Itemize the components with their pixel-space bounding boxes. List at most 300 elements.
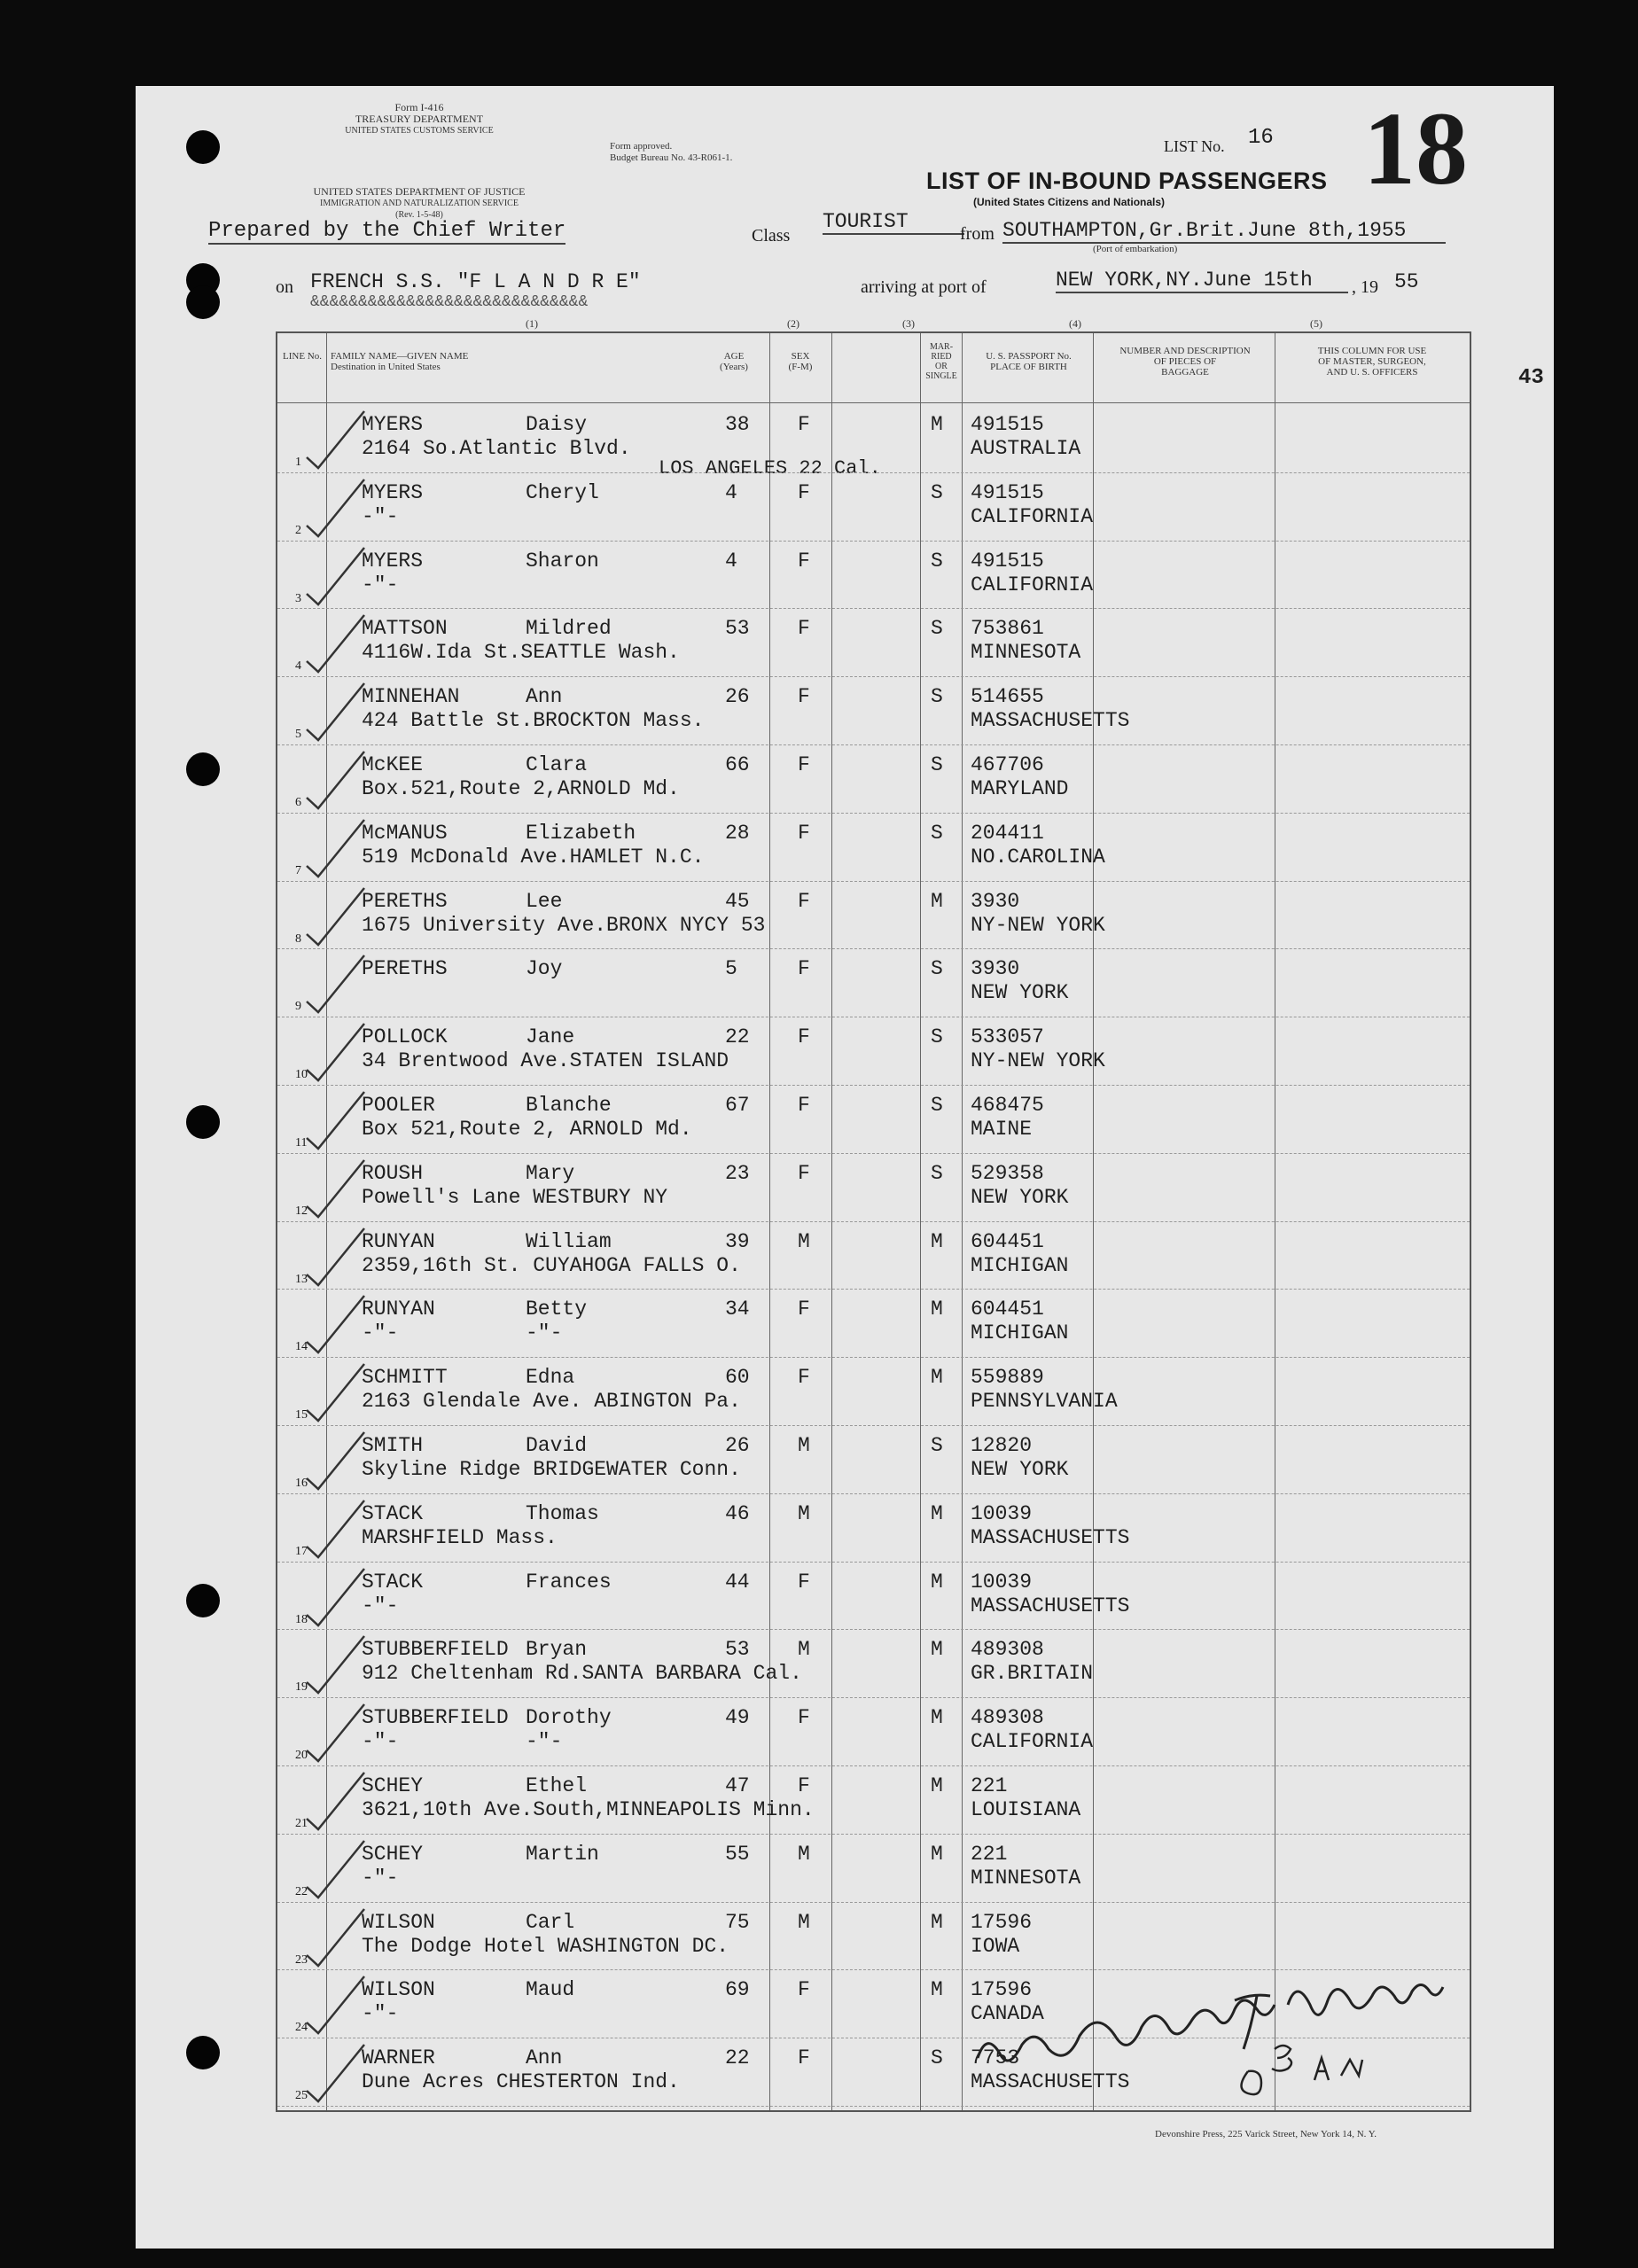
check-mark-icon — [302, 1153, 373, 1220]
destination-line-2: -"- — [526, 1730, 563, 1754]
birth-place: MASSACHUSETTS — [971, 709, 1130, 733]
destination: -"- — [362, 573, 399, 596]
age: 4 — [725, 480, 737, 504]
marital-status: M — [931, 1229, 943, 1253]
passenger-row — [277, 1697, 1470, 1765]
line-number: 20 — [295, 1749, 308, 1763]
column-number-1: (1) — [526, 317, 538, 330]
check-mark-icon — [302, 1902, 373, 1969]
age: 22 — [725, 1025, 750, 1049]
sex: F — [798, 1366, 810, 1390]
port-embarkation-note: (Port of embarkation) — [1093, 244, 1178, 254]
passenger-row — [277, 1289, 1470, 1356]
col-married: MAR- RIED OR SINGLE — [925, 342, 957, 381]
age: 26 — [725, 685, 750, 709]
birth-place: NY-NEW YORK — [971, 913, 1105, 937]
col-line-no: LINE No. — [283, 351, 322, 362]
check-mark-icon — [302, 1221, 373, 1289]
check-mark-icon — [302, 881, 373, 948]
given-name: Dorothy — [526, 1706, 612, 1730]
birth-place: MASSACHUSETTS — [971, 1525, 1130, 1549]
line-number: 5 — [295, 728, 301, 742]
family-name: STUBBERFIELD — [362, 1706, 509, 1730]
check-mark-icon — [302, 676, 373, 744]
sex: F — [798, 1298, 810, 1321]
destination: 3621,10th Ave.South,MINNEAPOLIS Minn. — [362, 1798, 815, 1821]
given-name: Maud — [526, 1978, 575, 2002]
given-name: Lee — [526, 889, 563, 913]
line-number: 19 — [295, 1680, 308, 1695]
col-name: FAMILY NAME—GIVEN NAME Destination in United States — [331, 351, 469, 372]
passport-number: 514655 — [971, 685, 1044, 709]
marital-status: S — [931, 617, 943, 641]
prepared-by: Prepared by the Chief Writer — [208, 219, 566, 243]
marital-status: M — [931, 1570, 943, 1594]
marital-status: M — [931, 413, 943, 436]
given-name: Blanche — [526, 1094, 612, 1117]
line-number: 25 — [295, 2089, 308, 2103]
passenger-row — [277, 608, 1470, 675]
check-mark-icon — [302, 1425, 373, 1493]
budget-bureau: Budget Bureau No. 43-R061-1. — [610, 152, 733, 163]
age: 69 — [725, 1978, 750, 2002]
destination: -"- — [362, 1321, 399, 1345]
family-name: STACK — [362, 1570, 424, 1594]
line-number: 9 — [295, 1000, 301, 1014]
age: 28 — [725, 821, 750, 845]
ship-name: FRENCH S.S. "F L A N D R E" — [310, 270, 641, 293]
sex: M — [798, 1501, 810, 1525]
passenger-row — [277, 881, 1470, 948]
passport-number: 529358 — [971, 1161, 1044, 1185]
age: 53 — [725, 1638, 750, 1662]
inspector-signature — [969, 1960, 1465, 2102]
given-name: Thomas — [526, 1501, 599, 1525]
family-name: RUNYAN — [362, 1298, 435, 1321]
marital-status: M — [931, 1501, 943, 1525]
line-number: 2 — [295, 523, 301, 537]
sex: M — [798, 1434, 810, 1457]
passport-number: 221 — [971, 1842, 1008, 1866]
passenger-row — [277, 813, 1470, 880]
revision: (Rev. 1-5-48) — [395, 210, 443, 220]
birth-place: MICHIGAN — [971, 1253, 1069, 1277]
form-approved: Form approved. — [610, 141, 673, 152]
immigration-service: IMMIGRATION AND NATURALIZATION SERVICE — [320, 199, 519, 208]
given-name: Elizabeth — [526, 821, 636, 845]
manifest-subtitle: (United States Citizens and Nationals) — [973, 196, 1166, 208]
passport-number: 533057 — [971, 1025, 1044, 1049]
destination: Skyline Ridge BRIDGEWATER Conn. — [362, 1458, 741, 1481]
sex: F — [798, 821, 810, 845]
punch-hole — [186, 1105, 220, 1139]
birth-place: PENNSYLVANIA — [971, 1390, 1118, 1414]
passenger-row — [277, 1902, 1470, 1969]
line-number: 15 — [295, 1408, 308, 1422]
line-number: 18 — [295, 1612, 308, 1626]
sex: F — [798, 1774, 810, 1797]
age: 67 — [725, 1094, 750, 1117]
family-name: MYERS — [362, 549, 424, 573]
sex: F — [798, 957, 810, 981]
birth-place: NEW YORK — [971, 981, 1069, 1005]
passport-number: 221 — [971, 1774, 1008, 1797]
arriving-label: arriving at port of — [861, 277, 987, 297]
sex: F — [798, 753, 810, 776]
sex: F — [798, 1570, 810, 1594]
family-name: WARNER — [362, 2046, 435, 2070]
given-name: Frances — [526, 1570, 612, 1594]
line-number: 1 — [295, 456, 301, 469]
age: 34 — [725, 1298, 750, 1321]
birth-place: CALIFORNIA — [971, 1730, 1094, 1754]
given-name: Mildred — [526, 617, 612, 641]
given-name: Sharon — [526, 549, 599, 573]
destination: 2359,16th St. CUYAHOGA FALLS O. — [362, 1253, 741, 1277]
family-name: SCHMITT — [362, 1366, 448, 1390]
birth-place: IOWA — [971, 1934, 1020, 1958]
age: 5 — [725, 957, 737, 981]
line-number: 14 — [295, 1340, 308, 1354]
sex: F — [798, 2046, 810, 2070]
line-number: 10 — [295, 1068, 308, 1082]
passenger-row — [277, 1153, 1470, 1220]
from-label: from — [960, 224, 994, 244]
destination: 4116W.Ida St.SEATTLE Wash. — [362, 641, 680, 665]
destination: Dune Acres CHESTERTON Ind. — [362, 2070, 680, 2094]
passenger-row — [277, 744, 1470, 812]
master-note: 43 — [1518, 366, 1544, 390]
destination: Powell's Lane WESTBURY NY — [362, 1185, 668, 1209]
destination: -"- — [362, 1730, 399, 1754]
birth-place: NO.CAROLINA — [971, 845, 1105, 869]
given-name: Daisy — [526, 413, 588, 436]
marital-status: M — [931, 1978, 943, 2002]
column-number-4: (4) — [1069, 317, 1081, 330]
destination: 34 Brentwood Ave.STATEN ISLAND — [362, 1049, 729, 1073]
check-mark-icon — [302, 1765, 373, 1833]
passport-number: 604451 — [971, 1298, 1044, 1321]
line-number: 12 — [295, 1204, 308, 1218]
birth-place: CALIFORNIA — [971, 573, 1094, 596]
sex: M — [798, 1638, 810, 1662]
sex: F — [798, 549, 810, 573]
justice-department: UNITED STATES DEPARTMENT OF JUSTICE — [313, 185, 526, 198]
check-mark-icon — [302, 1017, 373, 1084]
column-number-5: (5) — [1310, 317, 1322, 330]
col-baggage: NUMBER AND DESCRIPTION OF PIECES OF BAGGAGE — [1119, 346, 1251, 378]
birth-place: MARYLAND — [971, 777, 1069, 800]
marital-status: S — [931, 1025, 943, 1049]
check-mark-icon — [302, 1969, 373, 2037]
sex: M — [798, 1910, 810, 1934]
age: 44 — [725, 1570, 750, 1594]
sex: M — [798, 1842, 810, 1866]
check-mark-icon — [302, 1562, 373, 1629]
birth-place: NEW YORK — [971, 1185, 1069, 1209]
age: 23 — [725, 1161, 750, 1185]
marital-status: M — [931, 889, 943, 913]
passenger-row — [277, 1357, 1470, 1424]
check-mark-icon — [302, 1357, 373, 1424]
passport-number: 12820 — [971, 1434, 1033, 1457]
line-number: 17 — [295, 1544, 308, 1558]
from-value: SOUTHAMPTON,Gr.Brit.June 8th,1955 — [1002, 219, 1446, 244]
given-name: Ann — [526, 2046, 563, 2070]
row-divider — [277, 2106, 1470, 2107]
passenger-row — [277, 1493, 1470, 1561]
passport-number: 753861 — [971, 617, 1044, 641]
check-mark-icon — [302, 813, 373, 880]
age: 38 — [725, 413, 750, 436]
passenger-row — [277, 1221, 1470, 1289]
treasury-department: TREASURY DEPARTMENT — [355, 113, 484, 125]
birth-place: MAINE — [971, 1118, 1033, 1141]
given-name: Betty — [526, 1298, 588, 1321]
family-name: POOLER — [362, 1094, 435, 1117]
passenger-row — [277, 472, 1470, 540]
given-name: David — [526, 1434, 588, 1457]
family-name: WILSON — [362, 1910, 435, 1934]
marital-status: S — [931, 480, 943, 504]
line-number: 23 — [295, 1952, 308, 1967]
passenger-row — [277, 1425, 1470, 1493]
sex: M — [798, 1229, 810, 1253]
given-name: Bryan — [526, 1638, 588, 1662]
line-number: 13 — [295, 1272, 308, 1286]
destination: 519 McDonald Ave.HAMLET N.C. — [362, 845, 705, 869]
given-name: Joy — [526, 957, 563, 981]
line-number: 7 — [295, 863, 301, 877]
col-master: THIS COLUMN FOR USE OF MASTER, SURGEON, AND U. S. OFFICERS — [1317, 346, 1427, 378]
age: 39 — [725, 1229, 750, 1253]
sex: F — [798, 480, 810, 504]
family-name: STACK — [362, 1501, 424, 1525]
marital-status: M — [931, 1910, 943, 1934]
marital-status: M — [931, 1706, 943, 1730]
given-name: Martin — [526, 1842, 599, 1866]
birth-place: MASSACHUSETTS — [971, 1594, 1130, 1617]
family-name: McKEE — [362, 753, 424, 776]
destination: Box 521,Route 2, ARNOLD Md. — [362, 1118, 692, 1141]
printer-footer: Devonshire Press, 225 Varick Street, New York 14, N. Y. — [1155, 2129, 1377, 2139]
destination: Box.521,Route 2,ARNOLD Md. — [362, 777, 680, 800]
check-mark-icon — [302, 1629, 373, 1696]
column-number-2: (2) — [787, 317, 800, 330]
birth-place: MINNESOTA — [971, 641, 1081, 665]
passenger-row — [277, 1834, 1470, 1901]
age: 26 — [725, 1434, 750, 1457]
form-number: Form I-416 — [394, 101, 444, 113]
marital-status: M — [931, 1298, 943, 1321]
birth-place: CALIFORNIA — [971, 504, 1094, 528]
passport-number: 3930 — [971, 889, 1020, 913]
check-mark-icon — [302, 608, 373, 675]
age: 49 — [725, 1706, 750, 1730]
manifest-title: LIST OF IN-BOUND PASSENGERS — [926, 168, 1328, 194]
family-name: RUNYAN — [362, 1229, 435, 1253]
passenger-row — [277, 1085, 1470, 1152]
given-name: Ethel — [526, 1774, 588, 1797]
family-name: STUBBERFIELD — [362, 1638, 509, 1662]
family-name: McMANUS — [362, 821, 448, 845]
check-mark-icon — [302, 1085, 373, 1152]
sex: F — [798, 685, 810, 709]
birth-place: NY-NEW YORK — [971, 1049, 1105, 1073]
sex: F — [798, 1025, 810, 1049]
marital-status: M — [931, 1842, 943, 1866]
family-name: MATTSON — [362, 617, 448, 641]
passenger-table — [276, 331, 1544, 2112]
punch-hole — [186, 2036, 220, 2069]
sex: F — [798, 617, 810, 641]
arriving-value: NEW YORK,NY.June 15th — [1056, 269, 1348, 293]
check-mark-icon — [302, 1493, 373, 1561]
line-number: 11 — [295, 1136, 308, 1150]
family-name: MINNEHAN — [362, 685, 460, 709]
given-name: William — [526, 1229, 612, 1253]
destination: -"- — [362, 2002, 399, 2026]
family-name: PERETHS — [362, 957, 448, 981]
passenger-row — [277, 541, 1470, 608]
marital-status: M — [931, 1774, 943, 1797]
destination: 424 Battle St.BROCKTON Mass. — [362, 709, 705, 733]
line-number: 24 — [295, 2021, 308, 2035]
sex: F — [798, 413, 810, 436]
col-passport: U. S. PASSPORT No. PLACE OF BIRTH — [986, 351, 1072, 372]
age: 22 — [725, 2046, 750, 2070]
family-name: SCHEY — [362, 1842, 424, 1866]
punch-hole — [186, 1584, 220, 1617]
passport-number: 489308 — [971, 1638, 1044, 1662]
destination: 2164 So.Atlantic Blvd. — [362, 437, 631, 460]
destination: MARSHFIELD Mass. — [362, 1525, 558, 1549]
line-number: 16 — [295, 1477, 308, 1490]
marital-status: M — [931, 1366, 943, 1390]
birth-place: MICHIGAN — [971, 1321, 1069, 1345]
check-mark-icon — [302, 1289, 373, 1356]
given-name: Jane — [526, 1025, 575, 1049]
destination: -"- — [362, 504, 399, 528]
passport-number: 491515 — [971, 549, 1044, 573]
family-name: PERETHS — [362, 889, 448, 913]
birth-place: MINNESOTA — [971, 1866, 1081, 1890]
passport-number: 17596 — [971, 1978, 1033, 2002]
line-number: 6 — [295, 796, 301, 809]
passenger-row — [277, 1629, 1470, 1696]
line-number: 4 — [295, 659, 301, 674]
passenger-row — [277, 1562, 1470, 1629]
passport-number: 10039 — [971, 1570, 1033, 1594]
sex: F — [798, 1161, 810, 1185]
marital-status: S — [931, 2046, 943, 2070]
destination: 2163 Glendale Ave. ABINGTON Pa. — [362, 1390, 741, 1414]
birth-place: MASSACHUSETTS — [971, 2070, 1130, 2094]
check-mark-icon — [302, 2038, 373, 2105]
marital-status: S — [931, 957, 943, 981]
sex: F — [798, 1706, 810, 1730]
given-name: Edna — [526, 1366, 575, 1390]
on-label: on — [276, 277, 293, 297]
line-number: 21 — [295, 1817, 308, 1830]
check-mark-icon — [302, 541, 373, 608]
list-number: 16 — [1248, 126, 1274, 150]
destination: 912 Cheltenham Rd.SANTA BARBARA Cal. — [362, 1662, 802, 1686]
age: 45 — [725, 889, 750, 913]
marital-status: S — [931, 1161, 943, 1185]
family-name: MYERS — [362, 480, 424, 504]
birth-place: GR.BRITAIN — [971, 1662, 1094, 1686]
column-number-3: (3) — [902, 317, 915, 330]
line-number: 3 — [295, 591, 301, 605]
age: 46 — [725, 1501, 750, 1525]
passport-number: 491515 — [971, 413, 1044, 436]
sex: F — [798, 1094, 810, 1117]
year-prefix: , 19 — [1352, 277, 1378, 297]
given-name: Carl — [526, 1910, 575, 1934]
check-mark-icon — [302, 948, 373, 1016]
class-value: TOURIST — [823, 210, 964, 235]
family-name: SCHEY — [362, 1774, 424, 1797]
family-name: WILSON — [362, 1978, 435, 2002]
age: 75 — [725, 1910, 750, 1934]
destination-line-2: LOS ANGELES 22 Cal. — [659, 457, 881, 479]
birth-place: NEW YORK — [971, 1458, 1069, 1481]
check-mark-icon — [302, 472, 373, 540]
check-mark-icon — [302, 744, 373, 812]
passport-number: 468475 — [971, 1094, 1044, 1117]
year-suffix: 55 — [1394, 270, 1419, 293]
marital-status: M — [931, 1638, 943, 1662]
sex: F — [798, 1978, 810, 2002]
passport-number: 204411 — [971, 821, 1044, 845]
marital-status: S — [931, 1094, 943, 1117]
ship-name-strike: &&&&&&&&&&&&&&&&&&&&&&&&&&&&& — [310, 293, 589, 311]
family-name: ROUSH — [362, 1161, 424, 1185]
given-name: Clara — [526, 753, 588, 776]
check-mark-icon — [302, 404, 373, 472]
customs-service: UNITED STATES CUSTOMS SERVICE — [345, 126, 494, 136]
punch-hole — [186, 752, 220, 786]
class-label: Class — [752, 226, 791, 246]
passport-number: 559889 — [971, 1366, 1044, 1390]
col-sex: SEX (F-M) — [788, 351, 813, 372]
passport-number: 491515 — [971, 480, 1044, 504]
page-number: 18 — [1363, 90, 1468, 207]
age: 55 — [725, 1842, 750, 1866]
given-name: Mary — [526, 1161, 575, 1185]
sex: F — [798, 889, 810, 913]
age: 4 — [725, 549, 737, 573]
punch-hole — [186, 285, 220, 319]
check-mark-icon — [302, 1697, 373, 1765]
family-name: SMITH — [362, 1434, 424, 1457]
birth-place: LOUISIANA — [971, 1798, 1081, 1821]
passport-number: 7753 — [971, 2046, 1020, 2070]
passenger-row — [277, 676, 1470, 744]
marital-status: S — [931, 1434, 943, 1457]
age: 47 — [725, 1774, 750, 1797]
passport-number: 467706 — [971, 753, 1044, 776]
passenger-row — [277, 1017, 1470, 1084]
passenger-row — [277, 404, 1470, 479]
destination: -"- — [362, 1866, 399, 1890]
punch-hole — [186, 130, 220, 164]
destination-line-2: -"- — [526, 1321, 563, 1345]
passport-number: 17596 — [971, 1910, 1033, 1934]
age: 60 — [725, 1366, 750, 1390]
destination: -"- — [362, 1594, 399, 1617]
